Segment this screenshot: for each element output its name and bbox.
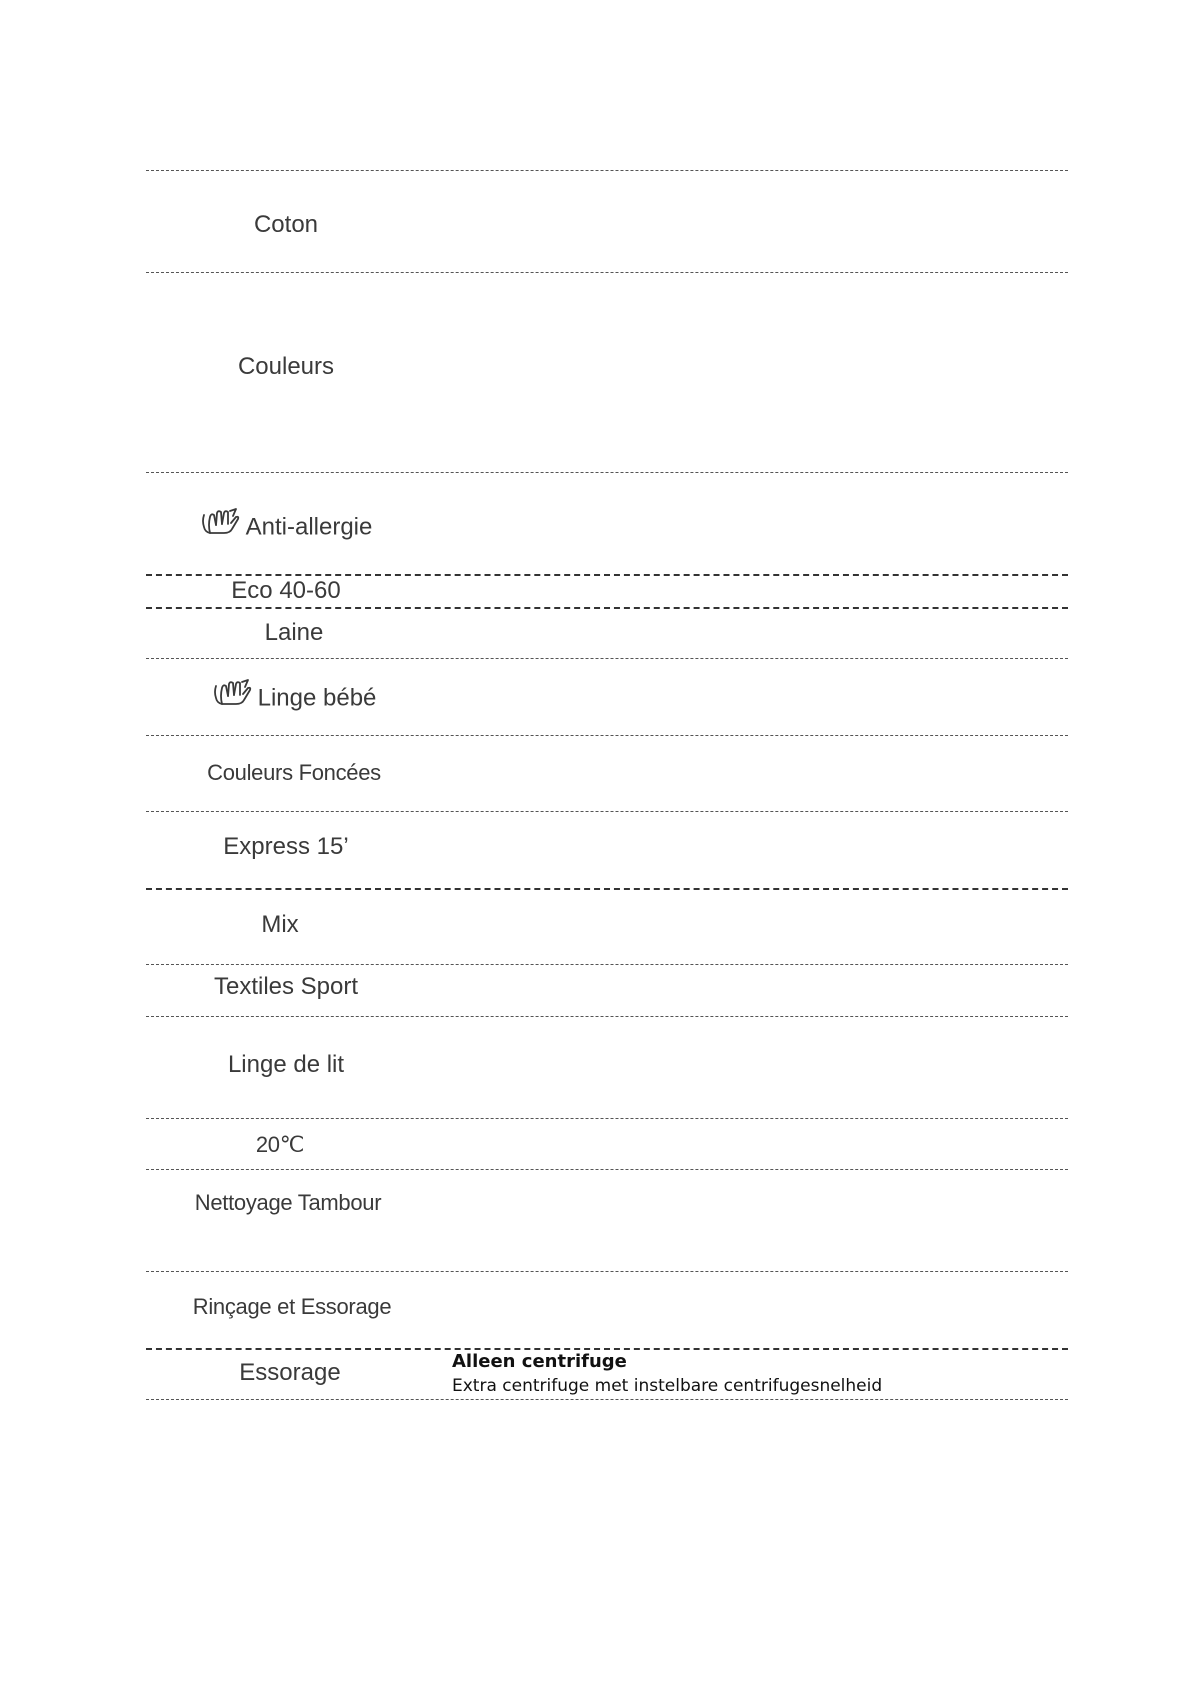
program-label: Linge bébé [257, 684, 377, 712]
program-label: Nettoyage Tambour [194, 1190, 382, 1215]
row-divider [146, 1399, 1068, 1400]
program-label: Coton [253, 211, 319, 238]
hand-wash-icon [212, 678, 254, 716]
row-divider [146, 888, 1068, 890]
program-label: Eco 40-60 [231, 577, 341, 604]
program-linge-de-lit [146, 1050, 426, 1080]
program-label: Linge de lit [227, 1051, 345, 1078]
program-nettoyage-tambour [148, 1188, 428, 1218]
row-divider [146, 811, 1068, 812]
program-textiles-sport [146, 972, 426, 1002]
program-label: Express 15’ [223, 833, 349, 860]
row-divider [146, 607, 1068, 609]
program-mix [140, 910, 420, 940]
program-eco-40-60 [146, 576, 426, 606]
program-essorage [150, 1358, 430, 1388]
program-anti-allergie [146, 511, 426, 545]
row-divider [146, 964, 1068, 965]
row-divider [146, 1169, 1068, 1170]
program-table [146, 0, 1068, 1684]
row-divider [146, 1271, 1068, 1272]
program-label: Mix [261, 911, 299, 938]
program-label: Couleurs Foncées [207, 760, 381, 785]
program-label: Couleurs [237, 353, 335, 380]
program-essorage-description [452, 1350, 1062, 1398]
program-label: Textiles Sport [213, 973, 359, 1000]
program-label: 20℃ [255, 1132, 305, 1157]
program-20c [140, 1130, 420, 1160]
hand-wash-icon [200, 507, 242, 545]
program-coton [146, 210, 426, 240]
program-couleurs [146, 352, 426, 382]
row-divider [146, 658, 1068, 659]
row-divider [146, 170, 1068, 171]
program-couleurs-foncees [154, 758, 434, 788]
row-divider [146, 1118, 1068, 1119]
program-rincage-essorage [152, 1292, 432, 1322]
program-express-15 [146, 832, 426, 862]
row-divider [146, 272, 1068, 273]
program-label: Essorage [239, 1359, 341, 1386]
program-label: Rinçage et Essorage [192, 1294, 392, 1319]
row-divider [146, 1016, 1068, 1017]
row-divider [146, 735, 1068, 736]
program-label: Laine [264, 619, 324, 646]
row-divider [146, 472, 1068, 473]
description-title: Alleen centrifuge [452, 1351, 627, 1372]
program-linge-bebe [154, 682, 434, 716]
program-label: Anti-allergie [245, 513, 373, 541]
program-laine [154, 618, 434, 648]
description-text: Extra centrifuge met instelbare centrifugesnelheid [452, 1376, 883, 1396]
